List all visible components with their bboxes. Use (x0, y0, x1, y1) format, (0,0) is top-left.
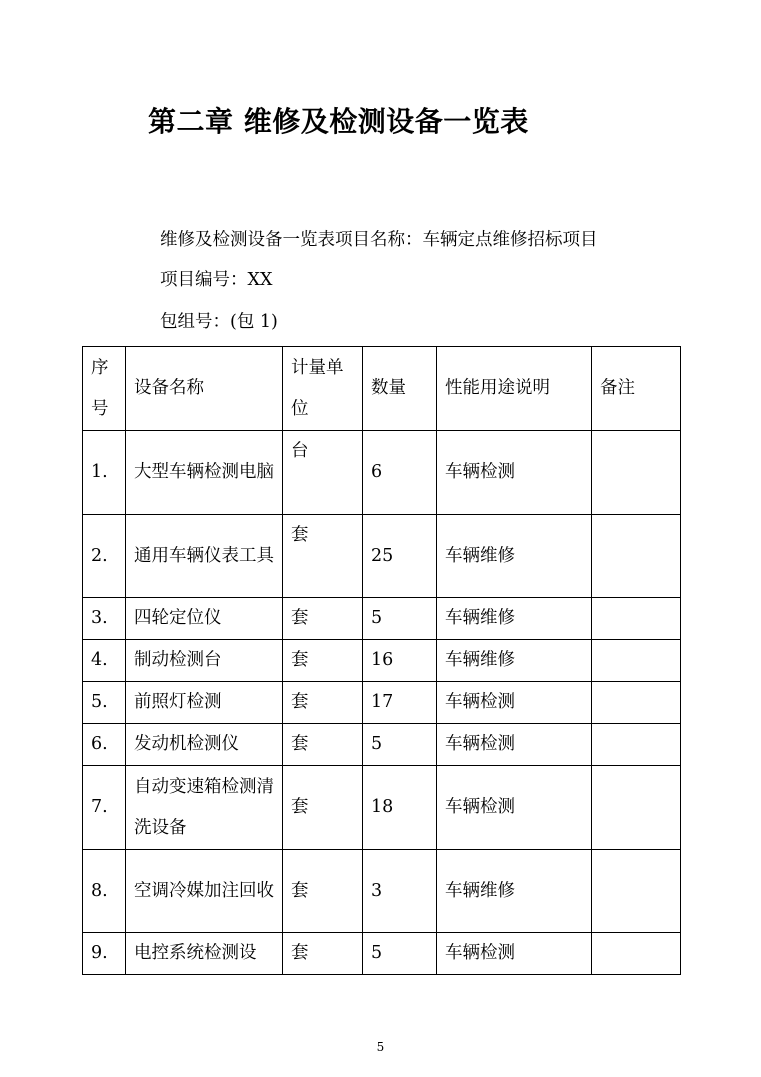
table-row (83, 598, 681, 640)
row-no: 2. (83, 515, 126, 598)
table-row (83, 515, 681, 598)
row-qty: 6 (363, 431, 437, 515)
project-number-line: 项目编号：XX (160, 270, 273, 290)
project-name-line: 维修及检测设备一览表项目名称：车辆定点维修招标项目 (160, 230, 598, 250)
table-row (83, 850, 681, 933)
row-no: 4. (83, 640, 126, 682)
row-unit: 套 (283, 640, 363, 682)
row-unit: 套 (283, 598, 363, 640)
header-cell-unit: 计量单位 (283, 347, 363, 431)
header-cell-note: 备注 (592, 347, 681, 431)
row-qty: 5 (363, 724, 437, 766)
row-note (592, 431, 681, 515)
table-header-row (83, 347, 681, 431)
row-note (592, 766, 681, 850)
row-name: 前照灯检测 (126, 682, 283, 724)
row-unit: 套 (283, 682, 363, 724)
header-cell-no: 序号 (83, 347, 126, 431)
row-use: 车辆检测 (437, 933, 592, 975)
row-use: 车辆检测 (437, 431, 592, 515)
package-number-line: 包组号：(包 1) (160, 312, 278, 332)
table-row (83, 724, 681, 766)
row-unit: 套 (283, 933, 363, 975)
row-qty: 3 (363, 850, 437, 933)
row-name: 发动机检测仪 (126, 724, 283, 766)
row-qty: 17 (363, 682, 437, 724)
row-unit: 套 (283, 724, 363, 766)
table-row (83, 640, 681, 682)
row-note (592, 640, 681, 682)
header-cell-qty: 数量 (363, 347, 437, 431)
row-no: 3. (83, 598, 126, 640)
row-no: 5. (83, 682, 126, 724)
table-row (83, 431, 681, 515)
row-use: 车辆检测 (437, 682, 592, 724)
row-use: 车辆检测 (437, 724, 592, 766)
row-qty: 5 (363, 598, 437, 640)
row-unit: 套 (283, 515, 363, 598)
row-unit: 台 (283, 431, 363, 515)
row-qty: 25 (363, 515, 437, 598)
row-name: 四轮定位仪 (126, 598, 283, 640)
row-qty: 18 (363, 766, 437, 850)
equipment-table (82, 346, 681, 975)
row-no: 7. (83, 766, 126, 850)
row-use: 车辆维修 (437, 850, 592, 933)
row-name: 制动检测台 (126, 640, 283, 682)
row-use: 车辆维修 (437, 515, 592, 598)
header-cell-use: 性能用途说明 (437, 347, 592, 431)
chapter-title: 第二章 维修及检测设备一览表 (148, 105, 529, 138)
row-no: 1. (83, 431, 126, 515)
row-name: 大型车辆检测电脑 (126, 431, 283, 515)
row-name: 自动变速箱检测清 洗设备 (126, 766, 283, 850)
row-note (592, 598, 681, 640)
row-no: 8. (83, 850, 126, 933)
table-row (83, 933, 681, 975)
table-row (83, 682, 681, 724)
row-unit: 套 (283, 850, 363, 933)
row-name: 通用车辆仪表工具 (126, 515, 283, 598)
header-cell-name: 设备名称 (126, 347, 283, 431)
row-note (592, 933, 681, 975)
row-note (592, 724, 681, 766)
row-name: 电控系统检测设 (126, 933, 283, 975)
row-note (592, 515, 681, 598)
row-qty: 16 (363, 640, 437, 682)
row-qty: 5 (363, 933, 437, 975)
row-unit: 套 (283, 766, 363, 850)
page-number: 5 (376, 1040, 385, 1054)
row-note (592, 682, 681, 724)
table-row (83, 766, 681, 850)
row-note (592, 850, 681, 933)
row-name: 空调冷媒加注回收 (126, 850, 283, 933)
row-use: 车辆维修 (437, 598, 592, 640)
row-no: 6. (83, 724, 126, 766)
row-use: 车辆检测 (437, 766, 592, 850)
row-no: 9. (83, 933, 126, 975)
row-use: 车辆维修 (437, 640, 592, 682)
